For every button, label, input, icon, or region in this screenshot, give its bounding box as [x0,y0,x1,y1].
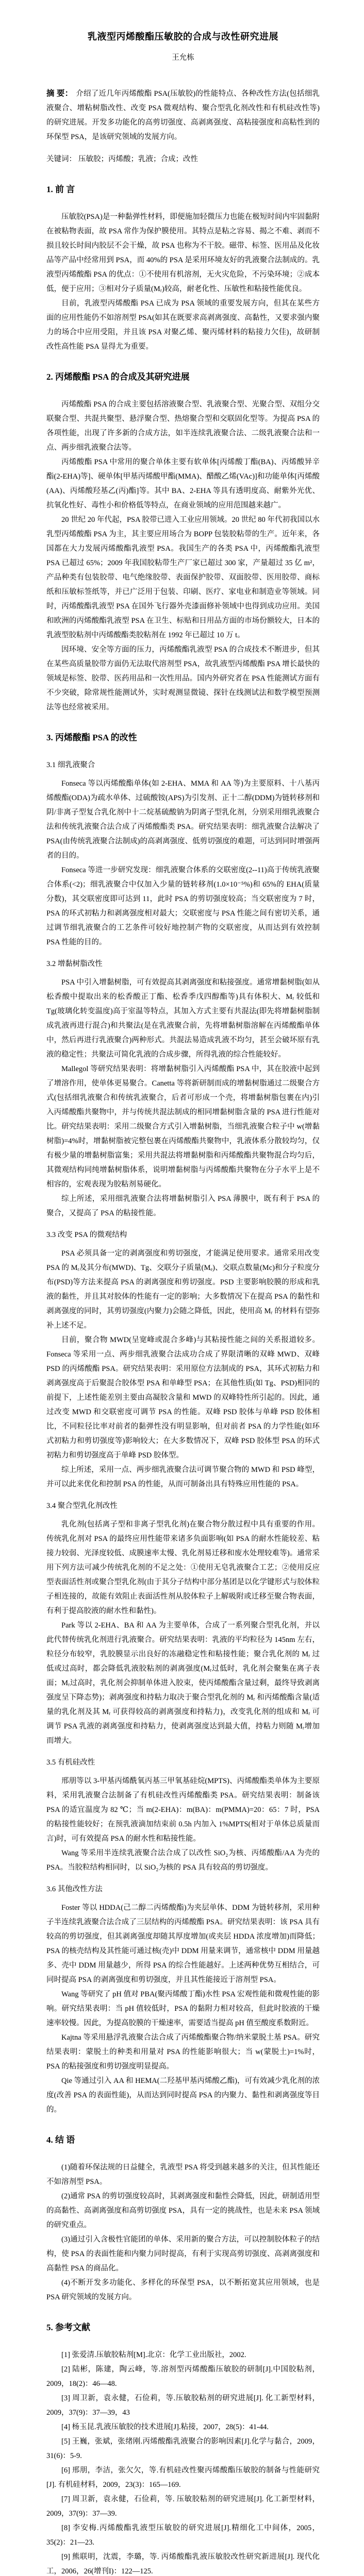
paragraph: 目前，乳液型丙烯酸酯 PSA 已成为 PSA 领域的重要发展方向，但其在某些方面的应用性能仍不如溶剂型 PSA(如其在既要求高剥离强度、高黏性，又要求强内聚力的场合中应用受阻，并且该 PSA 对聚乙烯、聚丙烯材料的粘接力欠佳)，故研制改性高性能 PSA 显得尤为重要。 [46,296,320,354]
paragraph: Mallegol 等研究结果表明：将增黏树脂引入丙烯酸酯 PSA 中，其在胶液中起到了增溶作用，使单体更易聚合。Canetta 等将新研制而成的增黏树脂通过二级聚合方式(包括细乳液聚合和传统乳液聚合，后者可形成一个壳，将增黏树脂包裹在内)引入丙烯酸酯共聚物中，并与传统共混法制成的相同增黏树脂含量的 PSA 进行性能对比。研究结果表明：采用二级聚合方式引入增黏树脂，当细乳液聚合粒子中 w(增黏树脂)=4%时，增黏树脂被完整包裹在丙烯酸酯共聚物中，乳液体系分散较均匀，仅有极少量的增黏树脂富集；采用共混法将增黏树脂和丙烯酸酯共聚物混合均匀后，其微观结构同纯增黏树脂体系，说明增黏树脂与丙烯酸酯共聚物在分子水平上是不相容的，宏观表现为胶粘剂易硬化。 [46,1062,320,1192]
paragraph: Park 等以 2-EHA、BA 和 AA 为主要单体，合成了一系列聚合型乳化剂，并以此代替传统乳化剂进行乳液聚合。研究结果表明：乳液的平均粒径为 145nm 左右，粒径分布较窄，乳胶膜显示出良好的冻融稳定性和粘接性能；聚合乳化剂的 Mᵣ 过低或过高时，都会降低乳液胶粘剂的剥离强度(Mᵣ过低时，乳化剂会聚集在离子表面；Mᵣ过高时，乳化剂会抑制单体进入胶束，使丙烯酸酯含量过剩，最终导致剥离强度呈下降态势)；剥离强度和持粘力取决于聚合型乳化剂的 Mᵣ 和丙烯酸酯含量(适量的乳化剂及其 Mᵣ 可获得较高的剥离强度和持粘力)，改变乳化剂的组成和 Mᵣ 可调节 PSA 乳液的剥离强度和持粘力，使剥离强度达到最大值，持粘力则随 Mᵣ增加而增大。 [46,1618,320,1748]
subsection-heading-3-1: 3.1 细乳液聚合 [46,758,320,772]
keywords-text: 压敏胶；丙烯酸；乳液；合成；改性 [78,155,198,163]
subsection-heading-3-5: 3.5 有机硅改性 [46,1755,320,1770]
paragraph: 邢朋等以 3-甲基丙烯酰氧丙基三甲氧基硅烷(MPTS)、丙烯酸酯类单体为主要原料，采用乳液聚合法制备了有机硅改性丙烯酸酯类 PSA。研究结果表明：制备该 PSA 的适宜温度为 82 ℃；当 m(2-EHA)：m(BA)：m(PMMA)=20：65：7 时，PSA 的粘接性能较好；在预乳液滴加结束前 0.5h 内加入 1%MPTS(相对于单体总质量而言)时，可有效提高 PSA 的耐水性和粘接性能。 [46,1774,320,1846]
paragraph: Fonseca 等以丙烯酸酯单体(如 2-EHA、MMA 和 AA 等)为主要原料、十八基丙烯酸酯(ODA)为疏水单体、过硫酸铵(APS)为引发剂、正十二醇(DDM)为链转移剂和阴/非离子型复合乳化剂中十二烷基硫酸钠为阴离子型乳化剂，分别采用细乳液聚合法和传统乳液聚合法合成了丙烯酸酯类 PSA。研究结果表明：细乳液聚合法解决了 PSA(由传统乳液聚合法制成)的高剥离强度、低剪切强度的难题，可达到同时增强两者的目的。 [46,776,320,863]
reference-item: [1] 张爱清.压敏胶粘剂[M].北京：化学工业出版社，2002. [46,2348,320,2362]
reference-item: [5] 王巍，张斌，张绪刚.丙烯酸酯乳液聚合的影响因素[J].化学与黏合，2009，31(6)：5-9. [46,2434,320,2463]
paragraph: (2)通常 PSA 的剪切强度较高时，其剥离强度和黏性会降低，因此，研制适用型的高黏性、高剥离强度和高剪切强度 PSA，具有一定的挑战性，也是未来 PSA 领域的研究重点。 [46,2189,320,2232]
paragraph: 综上所述，采用一点、两步细乳液聚合法可调节聚合物的 MWD 和 PSD 峰型，并可以此来优化和控制 PSA 的性能，从而可制备出具有特殊应用性能的 PSA。 [46,1463,320,1492]
reference-item: [2] 陆彬，陈建，陶云峰，等.溶剂型丙烯酸酯压敏胶的研制[J].中国胶粘剂，2009，18(2)：46—48. [46,2362,320,2391]
paragraph: 因环境、安全等方面的压力，丙烯酸酯乳液型 PSA 的合成技术不断进步，但其在某些高质量胶带方面仍无法取代溶剂型 PSA，故乳液型丙烯酸酯 PSA 增长最快的领域是标签、胶带、医药用品和一次性用品。国内外研究者在 PSA 性能测试方面有不少突破，除常规性能测试外，实时观测显微镜、探针在线测试法和数学模型预测法等也经常被采用。 [46,642,320,715]
paragraph: (1)随着环保法规的日益健全，乳液型 PSA 将受到越来越多的关注，但其性能还不如溶剂型 PSA。 [46,2160,320,2189]
subsection-heading-3-3: 3.3 改变 PSA 的微观结构 [46,1228,320,1242]
reference-item: [4] 杨玉昆.乳液压敏胶的技术进展[J].粘接，2007，28(5)：41-44. [46,2420,320,2434]
paragraph: Qie 等通过引入 AA 和 HEMA(二羟基甲基丙烯酸乙酯)，可有效减少乳化剂的浓度(改善 PSA 的表面性能)，从而达到同时提高 PSA 的内聚力、黏性和剥离强度等目的。 [46,2074,320,2117]
reference-item: [6] 邢朋，李洁，张欠欠，等.有机硅改性聚丙烯酸酯压敏胶的制备与性能研究[J]. 有机硅材料，2009，23(3)：165—169. [46,2463,320,2492]
subsection-heading-3-4: 3.4 聚合型乳化剂改性 [46,1499,320,1513]
paragraph: (3)通过引入含极性官能团的单体、采用新的聚合方法，可以控制胶体粒子的结构，使 PSA 的表面性能和内聚力同时提高，有利于实现高剪切强度、高剥离强度和高黏性 PSA 的商品化。 [46,2232,320,2276]
paragraph: 目前，聚合物 MWD(呈宽峰或混合多峰)与其粘接性能之间的关系报道较多。Fonseca 等采用一点、两步细乳液聚合法成功合成了界限清晰的双峰 MWD、双峰 PSD 的丙烯酸酯 PSA。研究结果表明：采用原位方法制成的 PSA，其环式初粘力和剥离强度高于后聚混合胶体型 PSA 和单峰型 PSA；在其他性质(如 Tg、PSD)相同的前提下，上述性能差别主要由高凝胶含量和 MWD 的双峰特性所引起的。因此，通过改变 MWD 和交联密度可调节 PSA 的性能。双峰 PSD 胶体与单峰 PSD 胶体相比，不同粒径比率对前者的黏弹性没有明显影响，但对前者 PSA 的力学性能(如环式初粘力和剪切强度等)影响较大；在大多数情况下，双峰 PSD 胶体型 PSA 的环式初粘力和剪切强度高于单峰 PSD 胶体型。 [46,1333,320,1463]
paragraph: Wang 等研究了 pH 值对 PBA(聚丙烯酸丁酯)水性 PSA 宏观性能和微观性能的影响。研究结果表明：当 pH 值较低时，PSA 的黏附力相对较高，但此时胶液的干燥速率较慢。因此，为提高胶膜的干燥速率，需要适当提高 pH 值至酸度系数附近。 [46,1987,320,2030]
section-heading-1: 1. 前 言 [46,182,320,197]
paragraph: Wang 等采用半连续乳液聚合法合成了以改性 SiO₂为核、丙烯酸酯/AA 为壳的 PSA。当胶粒结构相同时，以 SiO₂为核的 PSA 具有较高的剪切强度。 [46,1846,320,1875]
keywords-label: 关键词： [46,155,76,163]
abstract-label: 摘 要： [46,89,73,98]
keywords [46,152,320,166]
author-name: 王允栋 [46,50,320,65]
reference-item: [3] 周卫新，袁永健，石俭莉，等.压敏胶粘剂的研究进展[J]. 化工新型材料，2009，37(9)：37—39，43 [46,2391,320,2420]
paragraph: 压敏胶(PSA)是一种黏弹性材料，即便施加轻微压力也能在极短时间内牢固黏附在被粘物表面，故 PSA 常作为保护膜使用。其特点是粘之容易、揭之不难、剥而不损且较长时间内胶层不会干燥，故 PSA 也称为不干胶。磁带、标签、医用品及化妆品等产品中经常用到 PSA，而 40%的 PSA 是采用环境友好的乳液聚合法制成的。乳液型丙烯酸酯 PSA 的优点：①不使用有机溶剂，无火灾危险，不污染环境；②成本低，便于应用；③相对分子质量(Mᵣ)较高，耐老化性、压敏性和粘接性能优良。 [46,210,320,296]
paragraph: (4)不断开发多功能化、多样化的环保型 PSA，以不断拓宽其应用领域，也是 PSA 研究领域的发展方向。 [46,2276,320,2304]
paragraph: 丙烯酸酯 PSA 中常用的聚合单体主要有软单体[丙烯酸丁酯(BA)、丙烯酸异辛酯(2-EHA)等]、硬单体[甲基丙烯酸甲酯(MMA)、醋酸乙烯(VAc)]和功能单体[丙烯酸(AA)、丙烯酸羟基乙(丙)酯]等。其中 BA、2-EHA 等具有透明度高、耐紫外光优、抗氧化性好、毒性小和价格低等特点，在商业领域的应用范围越来越广。 [46,455,320,513]
section-heading-4: 4. 结 语 [46,2132,320,2148]
section-heading-5: 5. 参考文献 [46,2320,320,2335]
section-heading-2: 2. 丙烯酸酯 PSA 的合成及其研究进展 [46,369,320,385]
subsection-heading-3-2: 3.2 增黏树脂改性 [46,957,320,971]
reference-item: [7] 周卫新，袁永健，石俭莉，等. 压敏胶粘剂的研究进展[J]. 化工新型材料，2009，37(9)：37—39. [46,2492,320,2521]
paragraph: PSA 必须具备一定的剥离强度和剪切强度，才能满足使用要求。通常采用改变 PSA 的 Mᵣ及其分布(MWD)、Tg、交联分子质量(Mₑ)、交联点数量(Mc)和分子粒度分布(PSD)等方法来提高 PSA 的剥离强度和剪切强度。PSD 主要影响胶膜的形成和乳液的黏性，并且其对胶体的性能有一定的影响；大多数情况下在提高 PSA 的黏性和剥离强度的同时，其剪切强度(内聚力)会随之降低，因此，使用高 Mᵣ 的材料有望弥补上述不足。 [46,1246,320,1333]
subsection-heading-3-6: 3.6 其他改性方法 [46,1882,320,1896]
paragraph: Fonseca 等进一步研究发现：细乳液聚合体系的交联密度(2--11)高于传统乳液聚合体系(<2)；细乳液聚合中仅加入少量的链转移剂(1.0×10⁻⁵%)和 65%的 EHA(质量分数)，其交联密度即可达到 11，此时 PSA 的剪切强度较高；当交联密度为 7 时，PSA 的环式初粘力和剥离强度相对最大；交联密度与 PSA 性能之间有密切关系，通过调节细乳液聚合的工艺条件可较好地控制产物的交联密度，从而达到有效控制 PSA 性能的目的。 [46,863,320,950]
paragraph: Foster 等以 HDDA(己二醇二丙烯酸酯)为夹层单体、DDM 为链转移剂，采用种子半连续乳液聚合法合成了三层结构的丙烯酸酯 PSA。研究结果表明：该 PSA 具有较高的剪切强度，但其剥离强度却随其厚度增加(或夹层 HDDA 浓度增加)而降低；PSA 的核壳结构及其性能可通过核(壳)中 DDM 用量来调节，通常核中 DDM 用量越多、壳中 DDM 用量越少，所得 PSA 的综合性能越好。上述两种优势互相结合，可同时提高 PSA 的剥离强度和剪切强度，并且其性能接近于溶剂型 PSA。 [46,1901,320,1987]
abstract-text: 介绍了近几年丙烯酸酯 PSA(压敏胶)的性能特点、各种改性方法(包括细乳液聚合、增粘树脂改性、改变 PSA 微观结构、聚合型乳化剂改性和有机硅改性等)的研究进展。开发多功能化的高剪切强度、高剥离强度、高粘接强度和高粘性到的环保型 PSA，是该研究领域的发展方向。 [46,90,320,141]
paragraph: 20 世纪 20 年代起，PSA 胶带已进入工业应用领域。20 世纪 80 年代初我国以水乳型丙烯酸酯 PSA 为主，其主要应用场合为 BOPP 包装胶粘带的生产。近年来，各国都在大力发展丙烯酸酯乳液型 PSA。我国生产的各类 PSA 中，丙烯酸酯乳液型 PSA 已超过 65%；2009 年我国胶粘带生产厂家已超过 300 家，产量超过 35 亿 m²，产品种类有包装胶带、电气绝缘胶带、表面保护胶带、双面胶带、医用胶带、商标纸和压敏标签纸等，并已广泛用于包装、印刷、医疗、家电业和制造业等领域。同时，丙烯酸酯乳液型 PSA 在国外飞行器外壳漆面修补领域中也得到成功应用。美国和欧洲的丙烯酸酯乳液型 PSA 在卫生、标贴和日用品方面的市场份额较大，日本的乳液型胶粘剂中丙烯酸酯类胶粘剂在 1992 年已超过 10 万 t。 [46,513,320,642]
reference-item: [8] 李安梅.丙烯酸酯乳液型压敏胶的研究进展[J].精细化工中间体，2005，35(2)：21—23. [46,2521,320,2550]
paragraph: 综上所述，采用细乳液聚合法将增黏树脂引入 PSA 薄膜中，既有利于 PSA 的聚合，又提高了 PSA 的粘接性能。 [46,1192,320,1221]
paragraph: Kajtna 等采用悬浮乳液聚合法合成了丙烯酸酯聚合物/纳米蒙脱土基 PSA。研究结果表明：蒙脱土的种类和用量对 PSA 的性能影响很大；当 w(蒙脱土)=1%时，PSA 的粘接强度和剪切强度明显提高。 [46,2030,320,2074]
paragraph: 乳化剂(包括离子型和非离子型乳化剂)在聚合物分散过程中具有重要的作用。传统乳化剂对 PSA 的最终应用性能带来诸多负面影响(如 PSA 的耐水性能较差、粘接力较弱、光泽度较低、成膜速率太慢、乳化剂易迁移和废水处理较难等)。通常采用下列方法可减少传统乳化剂的不足之处：①使用无皂乳液聚合工艺；②使用反应型表面活性剂或聚合型乳化剂(由于其分子结构中部分基团是以化学键形式与胶体粒子相连接的，故能有效阻止表面活性剂从胶体粒子上解吸附或迁移至聚合物表面，有利于提高胶液的耐水性和黏性)。 [46,1517,320,1618]
paragraph: PSA 中引入增黏树脂，可有效提高其剥离强度和粘接强度。通常增黏树脂(如从松香酸中提取出来的松香酸正丁酯、松香季戊四醇酯等)具有体积大、Mᵣ 较低和 Tg(玻璃化转变温度)高于室温等特点，其加入方式主要有共混法(即先将增黏树脂制成乳液再进行混合)和共聚法(是在乳液聚合前，先将增黏树脂溶解在丙烯酸酯单体中，然后再进行乳液聚合)两种形式。共混法易造成乳液不均匀，甚至会破坏原有乳液的稳定性；共聚法可简化乳液的合成步骤，所得乳液的综合性能较好。 [46,975,320,1062]
paragraph: 丙烯酸酯 PSA 的合成主要包括溶液聚合型、乳液聚合型、光聚合型、双组分交联聚合型、共混共聚型、悬浮聚合型、热熔聚合型和交联固化型等。为提高 PSA 的各项性能，出现了许多新的合成方法，如半连续乳液聚合法、二级乳液聚合法和一点、两步细乳液聚合法等。 [46,397,320,455]
paper-title: 乳液型丙烯酸酯压敏胶的合成与改性研究进展 [46,30,320,43]
abstract [46,87,320,144]
reference-item: [9] 熊联明，沈震，李璐，等. 丙烯酸酯乳液压敏胶改性研究新进展[J]. 现代化工，2006，26(增刊I)：122—125. [46,2550,320,2576]
section-heading-3: 3. 丙烯酸酯 PSA 的改性 [46,730,320,745]
